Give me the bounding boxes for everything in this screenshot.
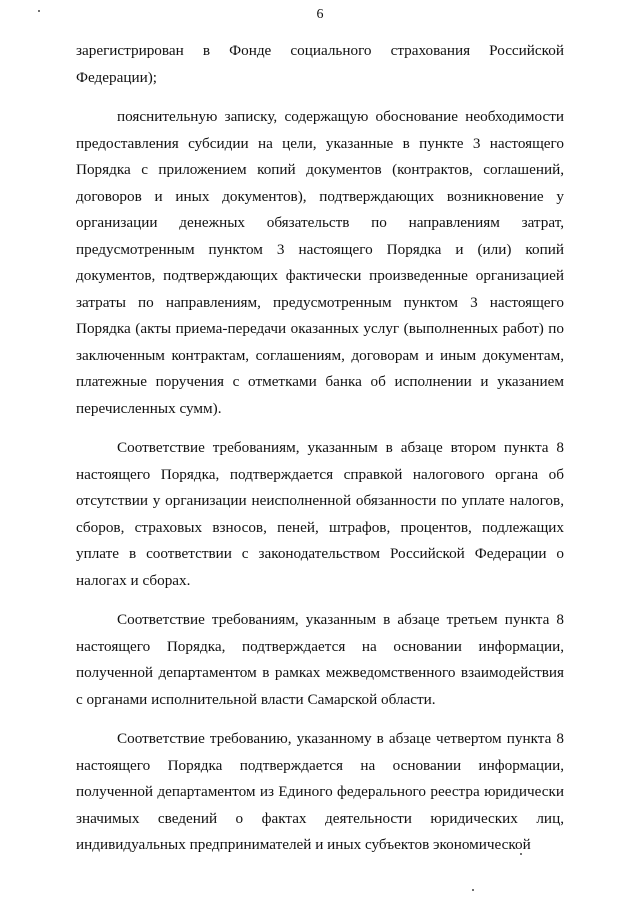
paragraph-explanatory-note: пояснительную записку, содержащую обоснование необходимости предоставления субсидии на цели, указанные в пункте 3 настоящего Порядка с приложением копий документов (контрактов, соглашений, договоров и иных документов), подтверждающих возникновение у организации денежных обязательств по направлениям затрат, предусмотренным пунктом 3 настоящего Порядка и (или) копий документов, подтверждающих фактически произведенные организацией затраты по направлениям, предусмотренным пунктом 3 настоящего Порядка (акты приема-передачи оказанных услуг (выполненных работ) по заключенным контрактам, соглашениям, договорам и иным документам, платежные поручения с отметками банка об исполнении и указанием перечисленных сумм). bbox=[76, 108, 564, 417]
document-body bbox=[76, 38, 564, 859]
paragraph-registration: зарегистрирован в Фонде социального страхования Российской Федерации); bbox=[76, 42, 564, 86]
scan-speck bbox=[38, 10, 40, 12]
page-number: 6 bbox=[316, 7, 324, 22]
paragraph-interagency-requirement: Соответствие требованиям, указанным в абзаце третьем пункта 8 настоящего Порядка, подтверждается на основании информации, полученной департаментом в рамках межведомственного взаимодействия с органами исполнительной власти Самарской области. bbox=[76, 611, 564, 708]
paragraph-registry-requirement: Соответствие требованию, указанному в абзаце четвертом пункта 8 настоящего Порядка подтверждается на основании информации, полученной департаментом из Единого федерального реестра юридически значимых сведений о фактах деятельности юридических лиц, индивидуальных предпринимателей и иных субъектов экономической bbox=[76, 730, 564, 853]
scan-speck bbox=[472, 889, 474, 891]
paragraph-tax-requirement: Соответствие требованиям, указанным в абзаце втором пункта 8 настоящего Порядка, подтверждается справкой налогового органа об отсутствии у организации неисполненной обязанности по уплате налогов, сборов, страховых взносов, пеней, штрафов, процентов, подлежащих уплате в соответствии с законодательством Российской Федерации о налогах и сборах. bbox=[76, 439, 564, 589]
